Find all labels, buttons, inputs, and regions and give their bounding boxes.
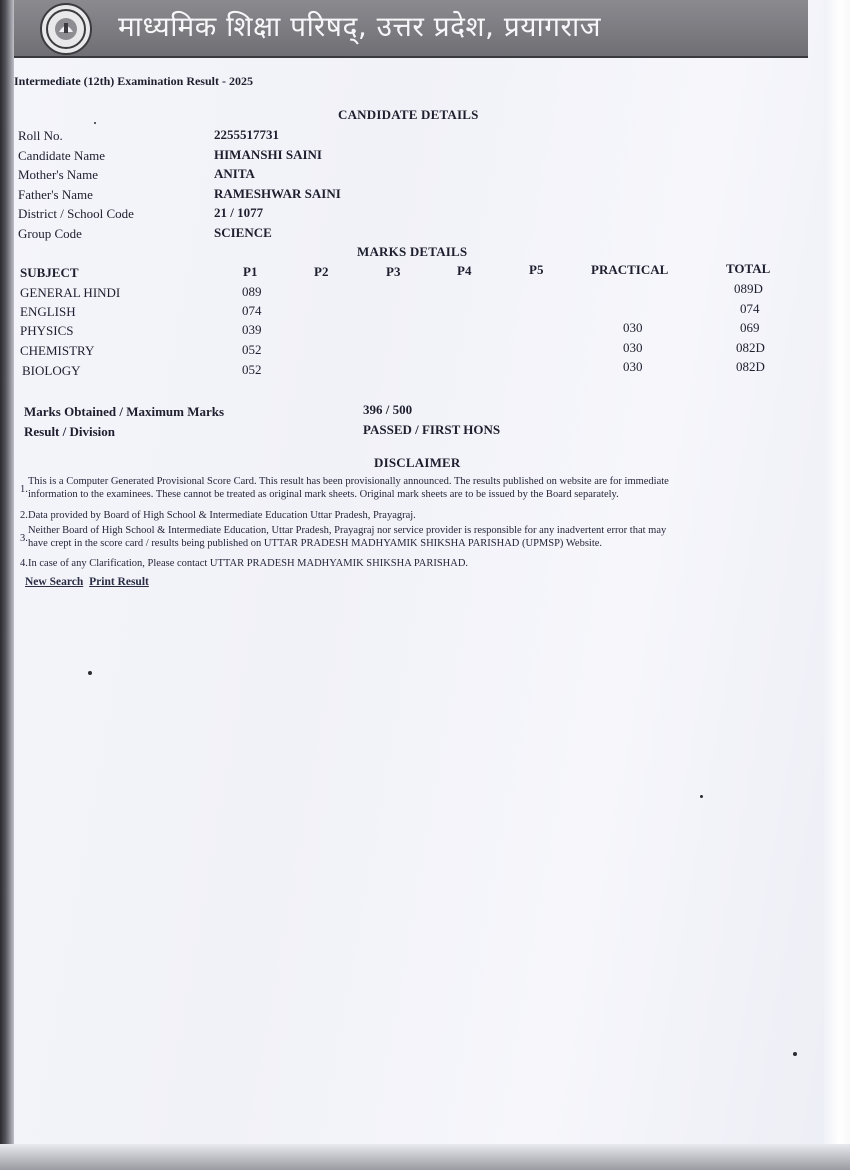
col-header-p5: P5 — [529, 262, 544, 277]
disclaimer-line: have crept in the score card / results being published on UTTAR PRADESH MADHYAMIK SHIKSHA PARISHAD (UPMSP) Website. — [28, 538, 603, 549]
group-code-label: Group Code — [18, 226, 82, 241]
father-name-value: RAMESHWAR SAINI — [214, 186, 341, 201]
disclaimer-item-1 — [20, 475, 818, 501]
group-code-value: SCIENCE — [214, 225, 272, 240]
col-header-p2: P2 — [314, 264, 329, 279]
subject-cell: BIOLOGY — [22, 363, 81, 378]
disclaimer-item-3 — [20, 524, 818, 550]
disclaimer-item-number: 1. — [20, 484, 28, 495]
scan-speck — [88, 671, 92, 675]
total-cell: 082D — [736, 340, 765, 355]
board-seal-icon — [40, 3, 92, 55]
disclaimer-line: In case of any Clarification, Please contact UTTAR PRADESH MADHYAMIK SHIKSHA PARISHAD. — [28, 558, 469, 569]
result-division-value: PASSED / FIRST HONS — [363, 422, 501, 437]
candidate-details-heading: CANDIDATE DETAILS — [338, 107, 479, 122]
scan-speck — [700, 795, 703, 798]
col-header-practical: PRACTICAL — [591, 262, 669, 277]
board-banner — [14, 0, 808, 58]
disclaimer-heading: DISCLAIMER — [374, 455, 461, 470]
p1-cell: 074 — [242, 303, 262, 318]
p1-cell: 052 — [242, 362, 262, 377]
practical-cell: 030 — [623, 340, 643, 355]
disclaimer-item-4 — [20, 557, 818, 570]
disclaimer-item-number: 2. — [20, 510, 28, 521]
exam-title: Intermediate (12th) Examination Result - 2025 — [14, 74, 253, 88]
subject-cell: GENERAL HINDI — [20, 285, 121, 300]
p1-cell: 089 — [242, 284, 262, 299]
practical-cell: 030 — [623, 320, 643, 335]
disclaimer-item-number: 4. — [20, 558, 28, 569]
scan-shadow-left — [0, 0, 14, 1170]
marks-obtained-label: Marks Obtained / Maximum Marks — [24, 404, 225, 419]
district-school-code-label: District / School Code — [18, 206, 134, 221]
result-division-label: Result / Division — [24, 424, 116, 439]
new-search-link[interactable]: New Search — [25, 576, 84, 588]
p1-cell: 039 — [242, 322, 262, 337]
disclaimer-item-number: 3. — [20, 533, 28, 544]
roll-no-value: 2255517731 — [214, 127, 279, 142]
col-header-total: TOTAL — [726, 261, 771, 276]
total-cell: 074 — [740, 301, 760, 316]
candidate-name-label: Candidate Name — [18, 148, 105, 163]
col-header-p1: P1 — [243, 264, 258, 279]
mother-name-value: ANITA — [214, 166, 255, 181]
scan-speck — [94, 122, 96, 124]
col-header-subject: SUBJECT — [20, 265, 79, 280]
mother-name-label: Mother's Name — [18, 167, 98, 182]
father-name-label: Father's Name — [18, 187, 93, 202]
subject-cell: CHEMISTRY — [20, 343, 95, 358]
marks-details-heading: MARKS DETAILS — [357, 244, 468, 259]
disclaimer-line: information to the examinees. These cannot be treated as original mark sheets. Original mark sheets are to be issued by the Board separately. — [28, 489, 619, 500]
result-links — [25, 576, 152, 588]
disclaimer-item-2 — [20, 509, 818, 522]
total-cell: 069 — [740, 320, 760, 335]
scan-edge-right — [824, 0, 850, 1170]
subject-cell: ENGLISH — [20, 304, 76, 319]
print-result-link[interactable]: Print Result — [89, 576, 149, 588]
board-title: माध्यमिक शिक्षा परिषद्, उत्तर प्रदेश, प्रयागराज — [118, 10, 602, 43]
marks-obtained-value: 396 / 500 — [363, 402, 413, 417]
col-header-p3: P3 — [386, 264, 401, 279]
practical-cell: 030 — [623, 359, 643, 374]
district-school-code-value: 21 / 1077 — [214, 205, 264, 220]
col-header-p4: P4 — [457, 263, 472, 278]
p1-cell: 052 — [242, 342, 262, 357]
total-cell: 082D — [736, 359, 765, 374]
disclaimer-line: Data provided by Board of High School & Intermediate Education Uttar Pradesh, Prayagraj. — [28, 510, 416, 521]
roll-no-label: Roll No. — [18, 128, 63, 143]
subject-cell: PHYSICS — [20, 323, 74, 338]
total-cell: 089D — [734, 281, 763, 296]
disclaimer-line: This is a Computer Generated Provisional Score Card. This result has been provisionally announced. The results published on website are for immediate — [28, 476, 669, 487]
candidate-name-value: HIMANSHI SAINI — [214, 147, 322, 162]
scan-shadow-bottom — [0, 1144, 850, 1170]
disclaimer-line: Neither Board of High School & Intermediate Education, Uttar Pradesh, Prayagraj nor service provider is responsible for any inadvertent error that may — [28, 525, 667, 536]
scan-speck — [793, 1052, 797, 1056]
